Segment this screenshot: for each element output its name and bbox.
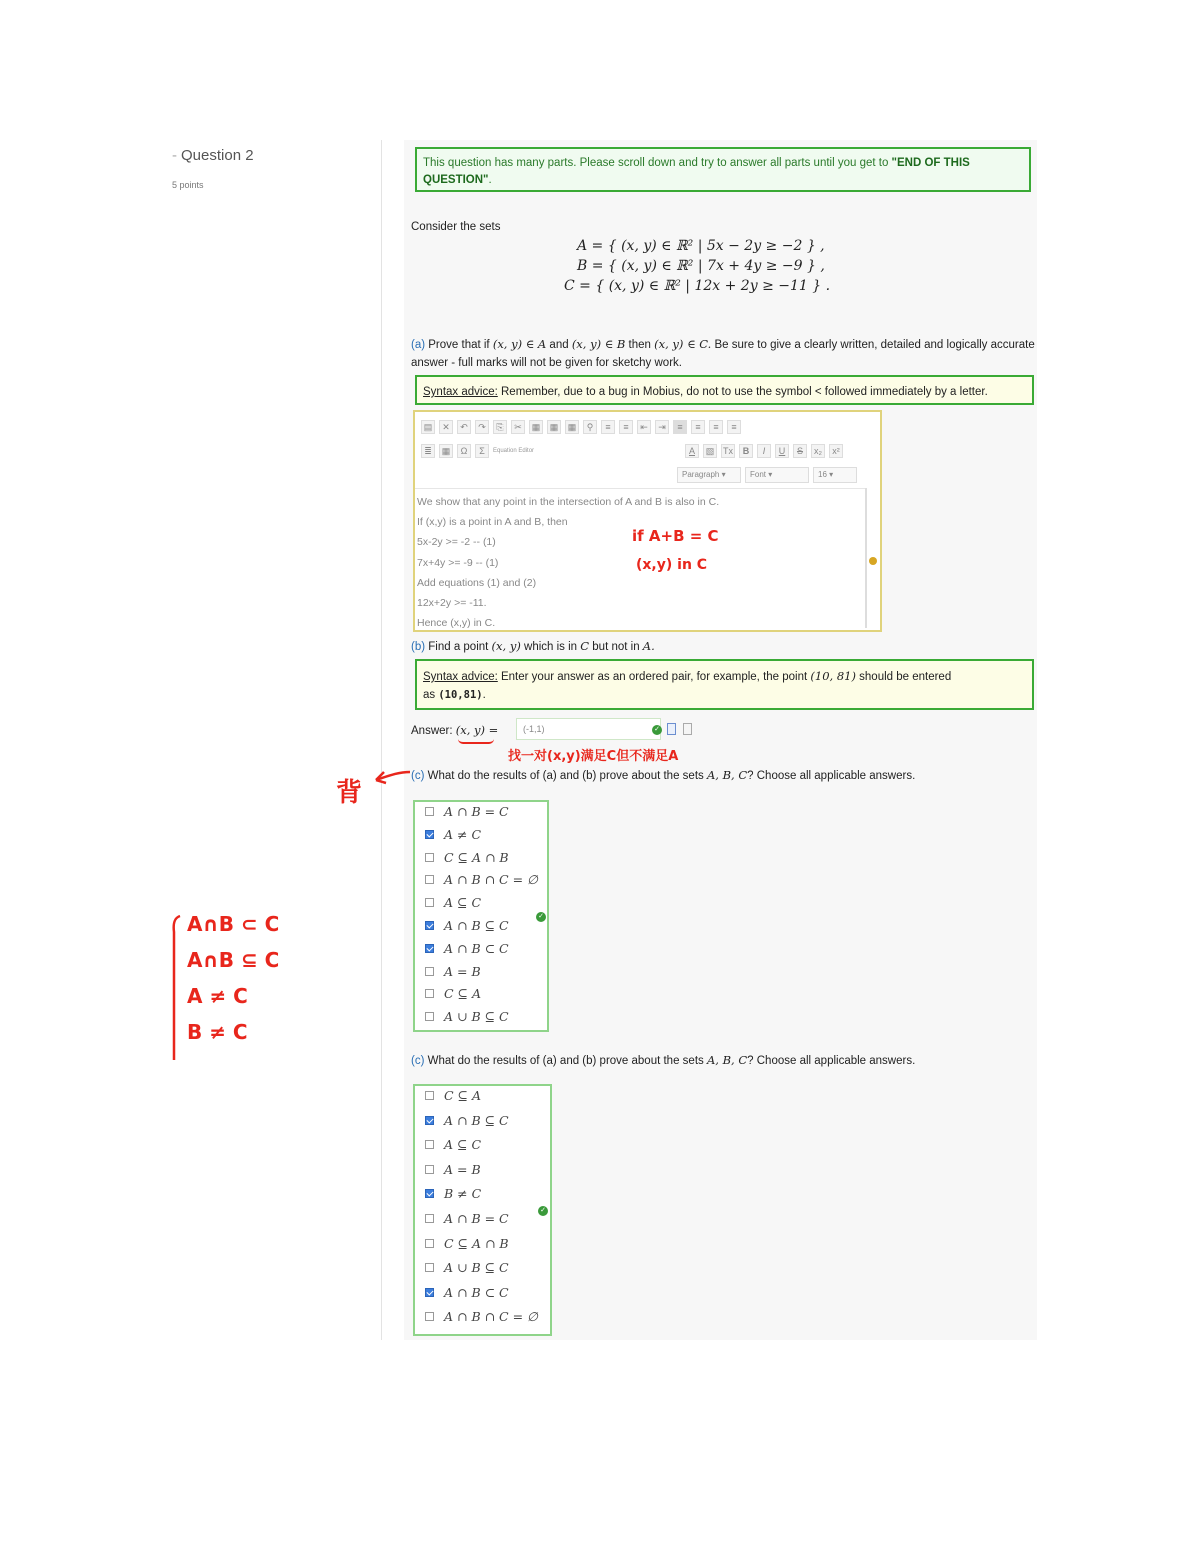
part-b-text1: Find a point xyxy=(425,641,492,653)
bullet-list-icon[interactable]: ≡ xyxy=(619,420,633,434)
choice-option[interactable] xyxy=(425,941,509,956)
paste-text-icon[interactable]: ▦ xyxy=(547,420,561,434)
checkbox-checked[interactable] xyxy=(425,944,434,953)
save-icon[interactable]: ▤ xyxy=(421,420,435,434)
choice-option[interactable] xyxy=(425,1162,481,1177)
editor-toolbar-row1 xyxy=(421,418,741,436)
text-color-icon[interactable]: A xyxy=(685,444,699,458)
choice-label: A ∩ B = C xyxy=(444,804,509,819)
choice-label: C ⊆ A xyxy=(444,986,482,1002)
part-b-m2: C xyxy=(580,639,590,653)
question-points: 5 points xyxy=(172,180,204,190)
choice-label: C ⊆ A xyxy=(444,1088,482,1103)
align-right-icon[interactable]: ≡ xyxy=(709,420,723,434)
undo-icon[interactable]: ↶ xyxy=(457,420,471,434)
part-c1-m1: A, B, C xyxy=(706,768,748,782)
choice-option[interactable] xyxy=(425,872,538,887)
editor-toolbar-row3 xyxy=(677,466,857,484)
numbered-list-icon[interactable]: ≡ xyxy=(601,420,615,434)
choice-box-c1 xyxy=(413,800,549,1032)
choice-label: C ⊆ A ∩ B xyxy=(444,1235,509,1251)
handwritten-note-4: 背 xyxy=(336,778,363,808)
syntax-advice-a xyxy=(415,375,1034,405)
editor-line: 7x+4y >= -9 -- (1) xyxy=(417,556,499,569)
editor-line: Hence (x,y) in C. xyxy=(417,617,496,630)
handwritten-item: A ≠ C xyxy=(187,984,248,1008)
choice-option[interactable] xyxy=(425,1137,481,1152)
answer-input[interactable] xyxy=(516,718,661,740)
sigma-icon[interactable]: Σ xyxy=(475,444,489,458)
subscript-icon[interactable]: x₂ xyxy=(811,444,825,458)
choice-option[interactable] xyxy=(425,827,481,842)
correct-check-icon: ✓ xyxy=(652,725,662,735)
pending-status-icon xyxy=(869,557,877,565)
choice-box-c2 xyxy=(413,1084,552,1336)
part-c1-label: (c) xyxy=(411,770,425,782)
checkbox-unchecked[interactable] xyxy=(425,875,434,884)
indent-icon[interactable]: ⇥ xyxy=(655,420,669,434)
choice-option[interactable] xyxy=(425,1309,538,1324)
choice-label: A ⊆ C xyxy=(444,895,482,911)
italic-icon[interactable]: I xyxy=(757,444,771,458)
size-select-value: 16 xyxy=(818,470,827,479)
answer-label-math: (x, y) = xyxy=(455,723,499,737)
correct-check-icon: ✓ xyxy=(538,1206,548,1216)
underline-icon[interactable]: U xyxy=(775,444,789,458)
syntax-label-b: Syntax advice: xyxy=(423,671,498,683)
set-c: C = { (x, y) ∈ ℝ² | 12x + 2y ≥ −11 } . xyxy=(564,278,831,294)
choice-option[interactable] xyxy=(425,1211,509,1226)
part-c2-text2: ? Choose all applicable answers. xyxy=(747,1055,916,1067)
syntax-advice-b xyxy=(415,659,1034,710)
checkbox-unchecked[interactable] xyxy=(425,1165,434,1174)
part-a-text3: then xyxy=(625,339,655,351)
checkbox-checked[interactable] xyxy=(425,1288,434,1297)
choice-label: A ∩ B ∩ C = ∅ xyxy=(444,1309,538,1325)
handwritten-note-3: 找一对(x,y)满足C但不满足A xyxy=(508,749,679,764)
table-icon[interactable]: ▦ xyxy=(439,444,453,458)
align-justify-icon[interactable]: ≡ xyxy=(727,420,741,434)
handwritten-underline xyxy=(458,739,494,744)
notice-tail: . xyxy=(488,174,492,186)
outdent-icon[interactable]: ⇤ xyxy=(637,420,651,434)
editor-line: If (x,y) is a point in A and B, then xyxy=(417,516,568,529)
choice-label: B ≠ C xyxy=(444,1186,482,1202)
choice-label: A = B xyxy=(444,963,481,979)
part-b-m1: (x, y) xyxy=(491,639,521,653)
editor-scrollbar[interactable] xyxy=(865,488,867,628)
checkbox-unchecked[interactable] xyxy=(425,1263,434,1272)
strike-icon[interactable]: S xyxy=(793,444,807,458)
choice-option[interactable] xyxy=(425,1260,509,1275)
editor-separator xyxy=(415,488,865,489)
handwritten-item: A∩B ⊆ C xyxy=(187,948,280,972)
checkbox-unchecked[interactable] xyxy=(425,989,434,998)
answer-value: (-1,1) xyxy=(523,724,545,734)
choice-option[interactable] xyxy=(425,918,509,933)
choice-label: A ∩ B ∩ C = ∅ xyxy=(444,872,538,888)
choice-option[interactable] xyxy=(425,1236,509,1251)
editor-line: 5x-2y >= -2 -- (1) xyxy=(417,536,496,549)
checkbox-checked[interactable] xyxy=(425,921,434,930)
paste-word-icon[interactable]: ▦ xyxy=(565,420,579,434)
part-a-prompt xyxy=(411,335,1037,372)
choice-label: A ∪ B ⊆ C xyxy=(444,1260,509,1276)
handwritten-item: A∩B ⊂ C xyxy=(187,912,280,936)
bg-color-icon[interactable]: ▧ xyxy=(703,444,717,458)
checkbox-unchecked[interactable] xyxy=(425,1091,434,1100)
syntax-line2b-b: . xyxy=(482,689,486,701)
checkbox-unchecked[interactable] xyxy=(425,1140,434,1149)
handwritten-arrow xyxy=(372,766,412,786)
fullscreen-icon[interactable]: ✕ xyxy=(439,420,453,434)
set-b: B = { (x, y) ∈ ℝ² | 7x + 4y ≥ −9 } , xyxy=(577,258,825,274)
editor-toolbar-row2 xyxy=(421,442,537,460)
choice-option[interactable] xyxy=(425,1186,481,1201)
part-b-m3: A. xyxy=(642,639,655,653)
editor-toolbar-format xyxy=(685,442,843,460)
document-icon[interactable] xyxy=(683,723,692,735)
choice-option[interactable] xyxy=(425,1088,481,1103)
align-left-icon[interactable]: ≡ xyxy=(673,420,687,434)
checkbox-unchecked[interactable] xyxy=(425,1012,434,1021)
cut-icon[interactable]: ✂ xyxy=(511,420,525,434)
choice-label: A ∩ B ⊆ C xyxy=(444,918,509,933)
notice-emph: "END OF THIS QUESTION" xyxy=(423,157,970,186)
choice-label: A ∩ B ⊆ C xyxy=(444,1112,509,1128)
checkbox-checked[interactable] xyxy=(425,1116,434,1125)
choice-option[interactable] xyxy=(425,1113,509,1128)
choice-label: A ∪ B ⊆ C xyxy=(444,1009,509,1025)
part-c2-text1: What do the results of (a) and (b) prove about the sets xyxy=(424,1055,707,1067)
answer-label-text: Answer: xyxy=(411,725,456,737)
choice-label: A ⊆ C xyxy=(444,1137,482,1153)
notice-box xyxy=(415,147,1031,192)
part-a-m3: (x, y) ∈ C. xyxy=(654,337,712,351)
checkbox-unchecked[interactable] xyxy=(425,807,434,816)
part-a-m2: (x, y) ∈ B xyxy=(571,337,626,351)
paste-icon[interactable]: ▦ xyxy=(529,420,543,434)
choice-label: A ≠ C xyxy=(444,826,482,842)
checkbox-unchecked[interactable] xyxy=(425,1239,434,1248)
checkbox-unchecked[interactable] xyxy=(425,853,434,862)
syntax-text-a: Remember, due to a bug in Mobius, do not to use the symbol < followed immediately by a letter. xyxy=(497,386,988,398)
editor-line: Add equations (1) and (2) xyxy=(417,576,537,589)
paragraph-select[interactable]: Paragraph ▾ xyxy=(677,467,741,483)
part-c1-text2: ? Choose all applicable answers. xyxy=(747,770,916,782)
syntax-point-b: (10, 81) xyxy=(810,669,856,683)
syntax-line2a-b: as xyxy=(423,689,439,701)
choice-label: A ∩ B ⊂ C xyxy=(444,940,509,956)
syntax-label-a: Syntax advice: xyxy=(423,386,498,398)
part-b-text2: which is in xyxy=(520,641,581,653)
choice-option[interactable] xyxy=(425,895,481,910)
part-c2-prompt xyxy=(411,1051,915,1070)
part-a-text1: Prove that if xyxy=(425,339,493,351)
handwritten-note-2: (x,y) in C xyxy=(636,557,708,573)
checkbox-checked[interactable] xyxy=(425,1189,434,1198)
choice-label: C ⊆ A ∩ B xyxy=(444,849,509,865)
part-c2-label: (c) xyxy=(411,1055,425,1067)
block-icon[interactable]: ≣ xyxy=(421,444,435,458)
editor-line: We show that any point in the intersection of A and B is also in C. xyxy=(417,496,720,508)
notice-text: This question has many parts. Please scroll down and try to answer all parts until you get to xyxy=(423,157,892,169)
part-a-text2: and xyxy=(546,339,572,351)
choice-option[interactable] xyxy=(425,1009,509,1024)
syntax-code-b: (10,81) xyxy=(438,689,483,701)
part-c1-text1: What do the results of (a) and (b) prove about the sets xyxy=(424,770,707,782)
checkbox-unchecked[interactable] xyxy=(425,1312,434,1321)
find-icon[interactable]: ⚲ xyxy=(583,420,597,434)
part-a-label: (a) xyxy=(411,339,426,351)
part-a-m1: (x, y) ∈ A xyxy=(492,337,547,351)
omega-icon[interactable]: Ω xyxy=(457,444,471,458)
answer-label xyxy=(411,721,498,740)
part-a-text4: Be sure to give a clearly written, detailed and logically accurate answer - full marks will not be given for sketchy work. xyxy=(411,339,1035,369)
redo-icon[interactable]: ↷ xyxy=(475,420,489,434)
copy-icon[interactable]: ⎘ xyxy=(493,420,507,434)
syntax-text2-b: should be entered xyxy=(855,671,952,683)
preview-icon[interactable] xyxy=(667,723,676,735)
size-select[interactable]: 16 ▾ xyxy=(813,467,857,483)
handwritten-item: B ≠ C xyxy=(187,1020,248,1044)
part-c1-prompt xyxy=(411,766,915,785)
choice-option[interactable] xyxy=(425,850,509,865)
set-a: A = { (x, y) ∈ ℝ² | 5x − 2y ≥ −2 } , xyxy=(577,238,825,254)
syntax-text-b: Enter your answer as an ordered pair, for example, the point xyxy=(497,671,811,683)
part-b-prompt xyxy=(411,637,655,656)
choice-label: A ∩ B = C xyxy=(444,1211,509,1226)
superscript-icon[interactable]: x² xyxy=(829,444,843,458)
choice-option[interactable] xyxy=(425,986,481,1001)
checkbox-checked[interactable] xyxy=(425,830,434,839)
align-center-icon[interactable]: ≡ xyxy=(691,420,705,434)
equation-editor-label[interactable]: Equation Editor xyxy=(493,447,535,454)
rich-text-editor[interactable] xyxy=(413,410,882,632)
clear-format-icon[interactable]: Tx xyxy=(723,446,733,456)
checkbox-unchecked[interactable] xyxy=(425,967,434,976)
correct-check-icon: ✓ xyxy=(536,912,546,922)
bold-icon[interactable]: B xyxy=(739,444,753,458)
choice-label: A = B xyxy=(444,1161,481,1177)
choice-option[interactable] xyxy=(425,964,481,979)
divider xyxy=(381,140,382,1340)
font-select-value: Font xyxy=(750,470,767,479)
handwritten-list xyxy=(187,906,279,1050)
choice-option[interactable] xyxy=(425,804,509,819)
part-b-text3: but not in xyxy=(589,641,643,653)
part-c2-m1: A, B, C xyxy=(706,1053,748,1067)
handwritten-brace xyxy=(168,912,182,1064)
intro-text: Consider the sets xyxy=(411,221,501,233)
handwritten-note-1: if A+B = C xyxy=(632,527,719,545)
question-title: - Question 2 xyxy=(172,147,254,164)
choice-option[interactable] xyxy=(425,1285,509,1300)
paragraph-select-value: Paragraph xyxy=(682,470,720,479)
checkbox-unchecked[interactable] xyxy=(425,898,434,907)
editor-line: 12x+2y >= -11. xyxy=(417,597,487,610)
checkbox-unchecked[interactable] xyxy=(425,1214,434,1223)
part-b-label: (b) xyxy=(411,641,426,653)
choice-label: A ∩ B ⊂ C xyxy=(444,1284,509,1300)
font-select[interactable]: Font ▾ xyxy=(745,467,809,483)
